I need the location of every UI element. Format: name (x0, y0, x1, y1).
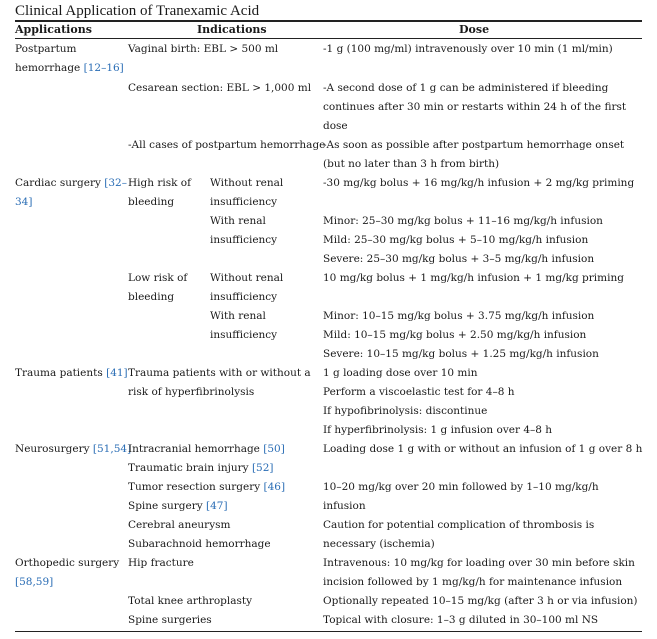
title-rule (15, 20, 642, 22)
dose-ortho-2: Optionally repeated 10–15 mg/kg (after 3 h or via infusion) (323, 595, 638, 607)
ind-low-without-renal: Without renal (210, 272, 284, 284)
dose-cardiac-high-minor: Minor: 25–30 mg/kg bolus + 11–16 mg/kg/h infusion (323, 215, 603, 227)
dose-trauma-4: If hyperfibrinolysis: 1 g infusion over 4–8 h (323, 424, 553, 436)
dose-pph-2a: -A second dose of 1 g can be administered if bleeding (323, 82, 609, 94)
ind-trauma-cont: risk of hyperfibrinolysis (128, 386, 255, 398)
dose-ortho-3: Topical with closure: 1–3 g diluted in 30–100 ml NS (323, 614, 599, 626)
dose-pph-2b: continues after 30 min or restarts within 24 h of the first (323, 101, 627, 113)
dose-neuro-2a: 10–20 mg/kg over 20 min followed by 1–10 mg/kg/h (323, 481, 599, 493)
dose-trauma-2: Perform a viscoelastic test for 4–8 h (323, 386, 515, 398)
dose-pph-3b: (but no later than 3 h from birth) (323, 158, 500, 170)
ind-low-with-renal-cont: insufficiency (210, 329, 278, 341)
app-trauma: Trauma patients [41] (15, 367, 128, 379)
app-ortho: Orthopedic surgery (15, 557, 120, 569)
dose-neuro-3a: Caution for potential complication of thrombosis is (323, 519, 595, 531)
ind-all-pph: -All cases of postpartum hemorrhage (128, 139, 326, 151)
ind-high-without-renal: Without renal (210, 177, 284, 189)
ind-knee: Total knee arthroplasty (128, 595, 253, 607)
bottom-rule (15, 631, 642, 632)
ind-cesarean: Cesarean section: EBL > 1,000 ml (128, 82, 312, 94)
ref-link[interactable]: [32– (104, 177, 127, 189)
ref-link[interactable]: [46] (263, 481, 286, 493)
ref-link[interactable]: [52] (251, 462, 274, 474)
ref-link[interactable]: [41] (106, 367, 128, 379)
ref-link[interactable]: [47] (206, 500, 228, 512)
header-rule (15, 38, 642, 39)
ind-sah: Subarachnoid hemorrhage (128, 538, 271, 550)
table-title: Clinical Application of Tranexamic Acid (15, 3, 260, 19)
dose-pph-2c: dose (323, 120, 348, 132)
ind-spine-surgeries: Spine surgeries (128, 614, 212, 626)
dose-neuro-2b: infusion (323, 500, 366, 512)
ref-link[interactable]: [12–16] (83, 62, 124, 74)
dose-trauma-3: If hypofibrinolysis: discontinue (323, 405, 488, 417)
ind-high-risk: High risk of (128, 177, 192, 189)
dose-neuro-3b: necessary (ischemia) (323, 538, 435, 550)
dose-cardiac-low-minor: Minor: 10–15 mg/kg bolus + 3.75 mg/kg/h infusion (323, 310, 595, 322)
dose-neuro-1: Loading dose 1 g with or without an infusion of 1 g over 8 h (323, 443, 643, 455)
ind-high-without-renal-cont: insufficiency (210, 196, 278, 208)
ind-low-risk-cont: bleeding (128, 291, 175, 303)
dose-cardiac-low-severe: Severe: 10–15 mg/kg bolus + 1.25 mg/kg/h infusion (323, 348, 599, 360)
dose-cardiac-high-mild: Mild: 25–30 mg/kg bolus + 5–10 mg/kg/h infusion (323, 234, 589, 246)
dose-pph-1: -1 g (100 mg/ml) intravenously over 10 min (1 ml/min) (323, 43, 613, 55)
ind-tbi: Traumatic brain injury [52] (128, 462, 274, 474)
ind-low-risk: Low risk of (128, 272, 188, 284)
ind-aneurysm: Cerebral aneurysm (128, 519, 231, 531)
ind-hip: Hip fracture (128, 557, 194, 569)
dose-ortho-1b: incision followed by 1 mg/kg/h for maintenance infusion (323, 576, 623, 588)
dose-ortho-1a: Intravenous: 10 mg/kg for loading over 30 min before skin (323, 557, 635, 569)
dose-pph-3a: -As soon as possible after postpartum hemorrhage onset (323, 139, 625, 151)
ind-intracranial: Intracranial hemorrhage [50] (128, 443, 285, 455)
ind-tumor: Tumor resection surgery [46] (128, 481, 286, 493)
header-dose: Dose (459, 23, 490, 36)
ind-low-without-renal-cont: insufficiency (210, 291, 278, 303)
header-applications: Applications (15, 23, 92, 36)
ind-high-with-renal: With renal (210, 215, 266, 227)
ind-spine: Spine surgery [47] (128, 500, 228, 512)
ind-vaginal-birth: Vaginal birth: EBL > 500 ml (128, 43, 279, 55)
ref-link[interactable]: 34] (15, 196, 33, 208)
ind-high-with-renal-cont: insufficiency (210, 234, 278, 246)
app-cardiac: Cardiac surgery [32– (15, 177, 127, 189)
dose-cardiac-low-mild: Mild: 10–15 mg/kg bolus + 2.50 mg/kg/h infusion (323, 329, 587, 341)
dose-cardiac-high-wo: -30 mg/kg bolus + 16 mg/kg/h infusion + 2 mg/kg priming (323, 177, 635, 189)
ind-high-risk-cont: bleeding (128, 196, 175, 208)
ref-link[interactable]: [50] (263, 443, 285, 455)
ind-low-with-renal: With renal (210, 310, 266, 322)
dose-cardiac-low-wo: 10 mg/kg bolus + 1 mg/kg/h infusion + 1 mg/kg priming (323, 272, 624, 284)
header-indications: Indications (197, 23, 267, 36)
dose-cardiac-high-severe: Severe: 25–30 mg/kg bolus + 3–5 mg/kg/h infusion (323, 253, 595, 265)
app-postpartum: Postpartum (15, 43, 77, 55)
ref-link[interactable]: [51,54] (92, 443, 132, 455)
ref-link[interactable]: [58,59] (15, 576, 54, 588)
app-postpartum-cont: hemorrhage [12–16] (15, 62, 124, 74)
dose-trauma-1: 1 g loading dose over 10 min (323, 367, 478, 379)
app-neuro: Neurosurgery [51,54] (15, 443, 132, 455)
ind-trauma: Trauma patients with or without a (128, 367, 311, 379)
